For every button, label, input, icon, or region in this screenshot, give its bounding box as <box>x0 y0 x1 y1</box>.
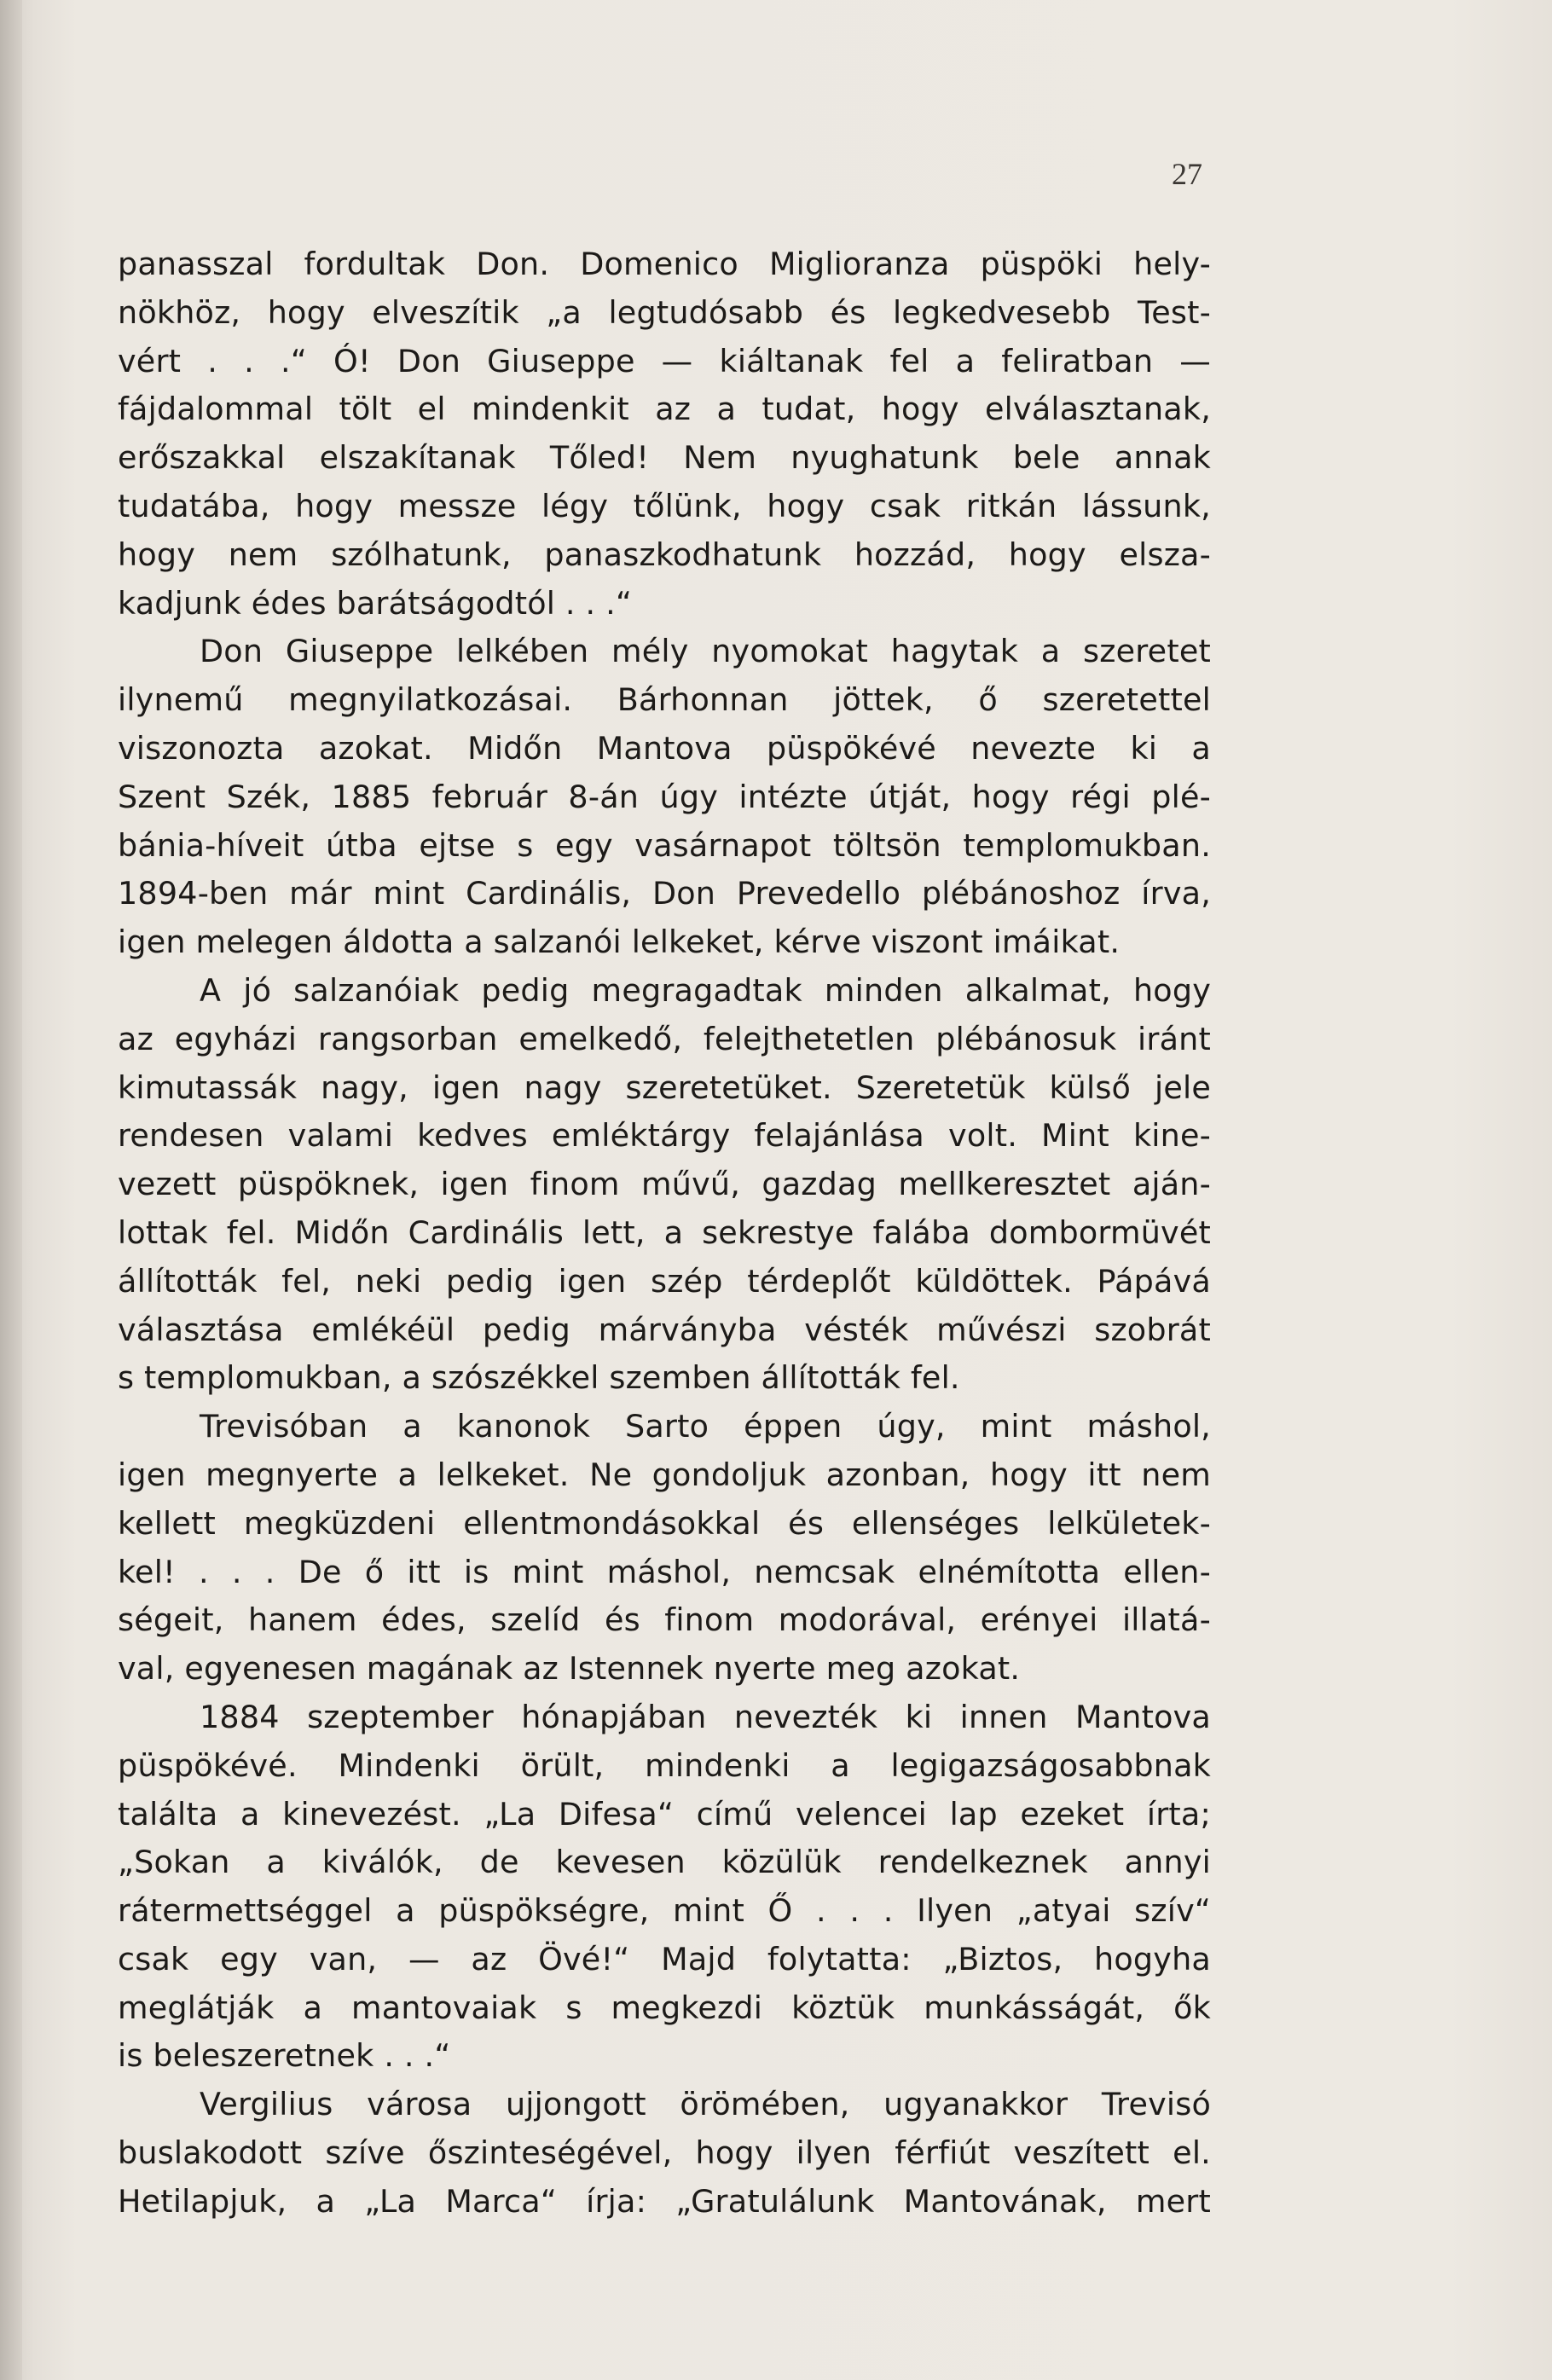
text-line: bánia-híveit útba ejtse s egy vasárnapot töltsön templomukban. <box>118 826 1211 864</box>
text-line: kellett megküzdeni ellentmondásokkal és ellenséges lelkületek- <box>118 1504 1211 1542</box>
text-line: Hetilapjuk, a „La Marca“ írja: „Gratulálunk Mantovának, mert <box>118 2182 1211 2220</box>
text-line: igen melegen áldotta a salzanói lelkeket, kérve viszont imáikat. <box>118 924 1121 961</box>
page-number: 27 <box>1172 157 1202 191</box>
text-line: Trevisóban a kanonok Sarto éppen úgy, mint máshol, <box>200 1408 1211 1445</box>
text-line: vért . . .“ Ó! Don Giuseppe — kiáltanak fel a feliratban — <box>118 342 1211 379</box>
text-line: rendesen valami kedves emléktárgy felajánlása volt. Mint kine- <box>118 1117 1211 1155</box>
text-line: nökhöz, hogy elveszítik „a legtudósabb és legkedvesebb Test- <box>118 293 1211 331</box>
text-line: kel! . . . De ő itt is mint máshol, nemcsak elnémította ellen- <box>118 1553 1211 1590</box>
text-line: Don Giuseppe lelkében mély nyomokat hagytak a szeretet <box>200 633 1211 670</box>
text-line: vezett püspöknek, igen finom művű, gazdag mellkeresztet aján- <box>118 1166 1211 1203</box>
text-line: 1894-ben már mint Cardinális, Don Prevedello plébánoshoz írva, <box>118 875 1211 912</box>
text-line: erőszakkal elszakítanak Tőled! Nem nyughatunk bele annak <box>118 439 1211 477</box>
text-line: ségeit, hanem édes, szelíd és finom modorával, erényei illatá- <box>118 1601 1211 1639</box>
text-line: kadjunk édes barátságodtól . . .“ <box>118 584 633 622</box>
text-line: hogy nem szólhatunk, panaszkodhatunk hozzád, hogy elsza- <box>118 536 1211 573</box>
text-line: fájdalommal tölt el mindenkit az a tudat, hogy elválasztanak, <box>118 391 1211 428</box>
text-line: találta a kinevezést. „La Difesa“ című velencei lap ezeket írta; <box>118 1795 1211 1833</box>
text-line: ilynemű megnyilatkozásai. Bárhonnan jöttek, ő szeretettel <box>118 681 1211 719</box>
text-line: A jó salzanóiak pedig megragadtak minden alkalmat, hogy <box>200 971 1211 1009</box>
text-line: panasszal fordultak Don. Domenico Miglioranza püspöki hely- <box>118 246 1211 282</box>
text-line: csak egy van, — az Övé!“ Majd folytatta: „Biztos, hogyha <box>118 1940 1211 1978</box>
text-line: 1884 szeptember hónapjában nevezték ki innen Mantova <box>200 1698 1211 1735</box>
text-line: kimutassák nagy, igen nagy szeretetüket. Szeretetük külső jele <box>118 1068 1211 1106</box>
text-line: tudatába, hogy messze légy tőlünk, hogy csak ritkán lássunk, <box>118 487 1211 524</box>
text-line: „Sokan a kiválók, de kevesen közülük rendelkeznek annyi <box>118 1844 1211 1881</box>
text-line: lottak fel. Midőn Cardinális lett, a sekrestye falába dombormüvét <box>118 1213 1211 1251</box>
text-line: is beleszeretnek . . .“ <box>118 2037 451 2075</box>
text-line: viszonozta azokat. Midőn Mantova püspökévé nevezte ki a <box>118 729 1211 767</box>
text-line: Szent Szék, 1885 február 8-án úgy intézte útját, hogy régi plé- <box>118 778 1211 815</box>
text-line: állították fel, neki pedig igen szép térdeplőt küldöttek. Pápává <box>118 1262 1211 1300</box>
text-line: igen megnyerte a lelkeket. Ne gondoljuk azonban, hogy itt nem <box>118 1456 1211 1493</box>
text-line: püspökévé. Mindenki örült, mindenki a legigazságosabbnak <box>118 1746 1211 1784</box>
text-line: választása emlékéül pedig márványba vésték művészi szobrát <box>118 1311 1211 1348</box>
page-gutter-shadow <box>0 0 22 2380</box>
text-line: buslakodott szíve őszinteségével, hogy ilyen férfiút veszített el. <box>118 2134 1211 2172</box>
text-line: rátermettséggel a püspökségre, mint Ő . . . Ilyen „atyai szív“ <box>118 1892 1211 1930</box>
text-line: s templomukban, a szószékkel szemben állították fel. <box>118 1359 960 1397</box>
text-line: az egyházi rangsorban emelkedő, felejthetetlen plébánosuk iránt <box>118 1020 1211 1057</box>
body-text <box>118 240 1211 2227</box>
text-line: Vergilius városa ujjongott örömében, ugyanakkor Trevisó <box>200 2086 1211 2123</box>
text-line: val, egyenesen magának az Istennek nyerte meg azokat. <box>118 1650 1021 1688</box>
text-line: meglátják a mantovaiak s megkezdi köztük munkásságát, ők <box>118 1989 1211 2026</box>
